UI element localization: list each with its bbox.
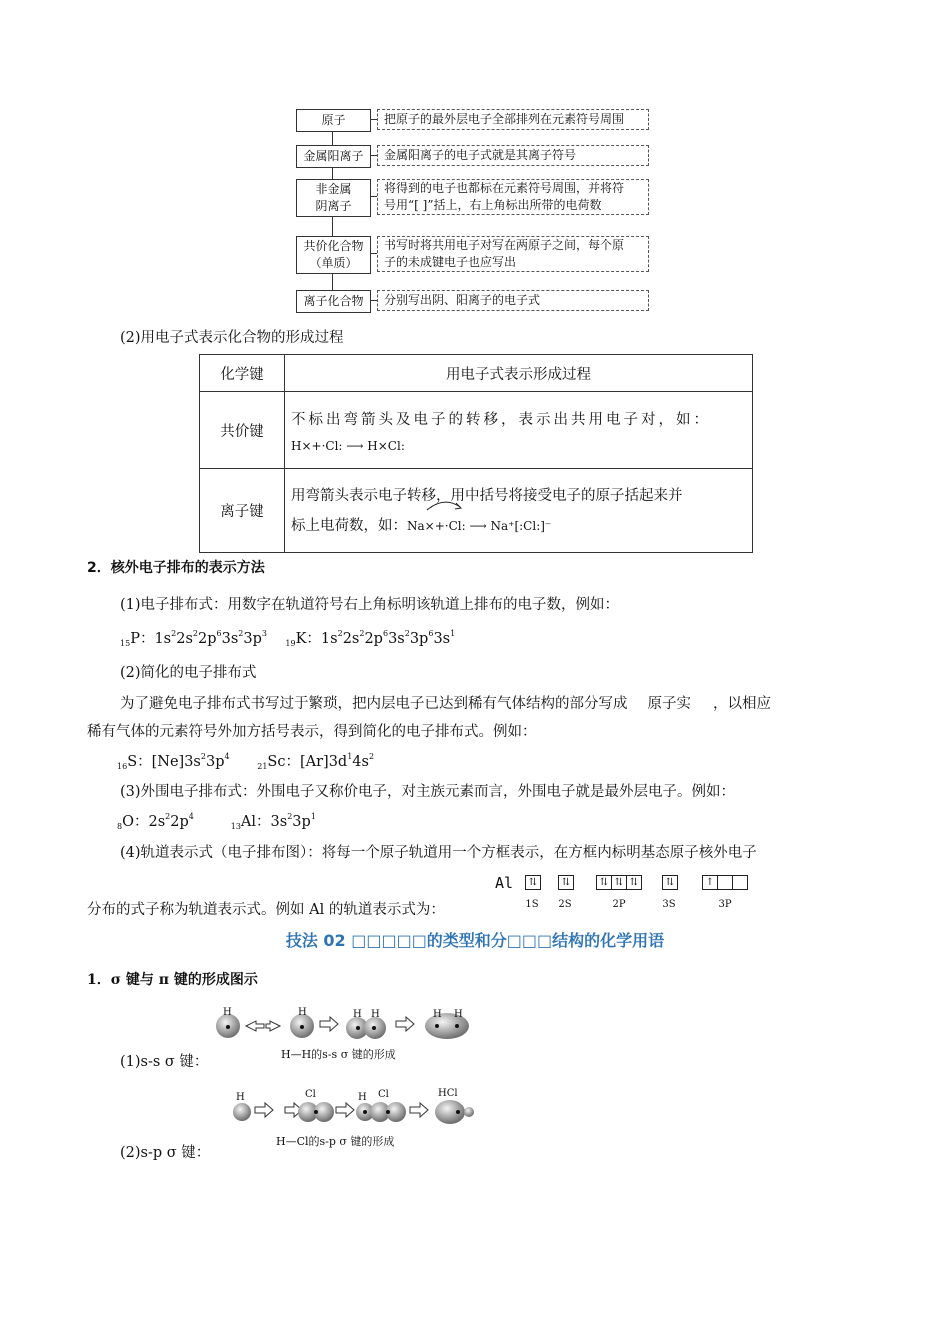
h-orbital [233, 1103, 251, 1121]
desc-line [291, 511, 746, 541]
paragraph: (3)外围电子排布式：外围电子又称价电子，对主族元素而言，外围电子就是最外层电子。例如： [120, 784, 736, 800]
config-example-s-sc: $_{16}$S：$[Ne]3s^23p^4$ $_{21}$Sc：$[Ar]3d^14s^2$ [117, 752, 375, 771]
flow-desc-covalent [377, 236, 649, 272]
bond-type: 离子键 [200, 469, 285, 553]
paragraph [120, 692, 771, 713]
text: ，以相应 [713, 696, 771, 712]
text: 为了避免电子排布式书写过于繁琐，把内层电子已达到稀有气体结构的部分写成 [120, 696, 628, 712]
orbital-box [717, 875, 733, 890]
nucleus [314, 1110, 318, 1114]
orbital-element: Al [495, 874, 514, 892]
atom-label: H [433, 1009, 442, 1020]
desc-line: 号用“[ ]”括上，右上角标出所带的电荷数 [384, 198, 602, 212]
desc-line: 将得到的电子也都标在元素符号周围，并将符 [384, 181, 625, 195]
arrow-icon [396, 1017, 414, 1031]
nucleus [456, 1110, 460, 1114]
table-row [200, 392, 753, 469]
sp-caption: H—Cl的s-p σ 键的形成 [276, 1135, 395, 1148]
nucleus [455, 1024, 459, 1028]
desc-line: 子的未成键电子也应写出 [384, 255, 517, 269]
label-line: （单质） [309, 256, 358, 270]
arrow-icon [246, 1021, 264, 1031]
label-line: 非金属 [315, 182, 352, 196]
arrow-icon [255, 1103, 273, 1117]
sp-label: (2)s-p σ 键： [120, 1145, 211, 1161]
config-example-p-k: $_{15}$P：$1s^22s^22p^63s^23p^3$ $_{19}$K：$1s^22s^22p^63s^23p^63s^1$ [120, 629, 456, 648]
orbital-3p [702, 875, 747, 891]
nucleus [356, 1026, 360, 1030]
table-header: 用电子式表示形成过程 [285, 355, 753, 392]
orbital-1s [525, 875, 540, 891]
label-line: 共价化合物 [303, 239, 364, 253]
hcl-orbital-small-lobe [464, 1107, 474, 1117]
flow-desc-ionic: 分别写出阴、阳离子的电子式 [377, 290, 649, 311]
desc-text: 不标出弯箭头及电子的转移，表示出共用电子对，如： [291, 411, 711, 428]
ss-caption: H—H的s-s σ 键的形成 [281, 1048, 396, 1061]
section-intro: (2)用电子式表示化合物的形成过程 [120, 330, 344, 346]
orbital-box: ⇅ [611, 875, 627, 890]
orbital-label: 1S [525, 899, 539, 910]
flow-desc-atom: 把原子的最外层电子全部排列在元素符号周围 [377, 109, 649, 130]
nucleus [363, 1110, 367, 1114]
nucleus [300, 1025, 304, 1029]
paragraph: (2)简化的电子排布式 [120, 665, 257, 681]
desc-line: 书写时将共用电子对写在两原子之间，每个原 [384, 238, 625, 252]
orbital-box: ⇅ [596, 875, 612, 890]
atom-label: Cl [378, 1089, 389, 1100]
section-heading: 1．σ 键与 π 键的形成图示 [87, 972, 258, 988]
nucleus [226, 1025, 230, 1029]
table-header-row [200, 355, 753, 392]
ss-label: (1)s-s σ 键： [120, 1054, 209, 1070]
arrow-icon [336, 1103, 354, 1117]
electron-transfer-arrow [424, 498, 464, 512]
nucleus [372, 1026, 376, 1030]
orbital-label: 3P [718, 899, 732, 910]
flow-desc-nonmetal-anion [377, 179, 649, 215]
flow-label-atom: 原子 [296, 109, 371, 132]
orbital-box: ⇅ [626, 875, 642, 890]
arrow-icon [410, 1103, 428, 1117]
table-header: 化学键 [200, 355, 285, 392]
bond-desc [285, 392, 753, 469]
orbital-box: ⇅ [662, 875, 678, 890]
formula-nacl: Na×+·Cl: ⟶ Na⁺[:Cl:]⁻ [407, 518, 552, 533]
table-row [200, 469, 753, 553]
atom-label: H [371, 1009, 380, 1020]
arrow-icon [320, 1017, 338, 1031]
orbital-3s [662, 875, 677, 891]
bond-table [199, 354, 753, 553]
formula-hcl: H×+·Cl: ⟶ H×Cl: [291, 438, 405, 453]
flow-label-nonmetal-anion [296, 179, 371, 217]
orbital-box: ⇅ [558, 875, 574, 890]
atom-label: HCl [438, 1088, 458, 1099]
orbital-label: 2S [558, 899, 572, 910]
atom-label: H [358, 1092, 367, 1103]
desc-text: 用弯箭头表示电子转移，用中括号将接受电子的原子括起来并 [291, 487, 683, 504]
bond-type: 共价键 [200, 392, 285, 469]
atom-label: H [236, 1092, 245, 1103]
orbital-box: ⇅ [525, 875, 541, 890]
atom-label: H [353, 1009, 362, 1020]
flow-desc-metal-cation: 金属阳离子的电子式就是其离子符号 [377, 145, 649, 166]
atom-label: H [298, 1007, 307, 1018]
config-example-o-al: $_8$O：$2s^22p^4$ $_{13}$Al：$3s^23p^1$ [117, 812, 316, 831]
flow-label-ionic: 离子化合物 [296, 290, 371, 313]
bond-desc [285, 469, 753, 553]
hcl-orbital [435, 1100, 465, 1124]
section-heading: 2．核外电子排布的表示方法 [87, 560, 265, 576]
paragraph: 稀有气体的元素符号外加方括号表示，得到简化的电子排布式。例如： [87, 724, 537, 740]
atom-label: H [454, 1009, 463, 1020]
text: 原子实 [647, 696, 691, 712]
label-line: 阴离子 [315, 199, 352, 213]
desc-text: 标上电荷数，如： [291, 517, 407, 534]
paragraph: (1)电子排布式：用数字在轨道符号右上角标明该轨道上排布的电子数，例如： [120, 597, 620, 613]
orbital-label: 2P [612, 899, 626, 910]
technique-heading: 技法 02 □□□□□的类型和分□□□结构的化学用语 [285, 931, 665, 950]
paragraph: 分布的式子称为轨道表示式。例如 Al 的轨道表示式为： [87, 902, 445, 918]
orbital-label: 3S [662, 899, 676, 910]
orbital-box [732, 875, 748, 890]
orbital-box: ↑ [702, 875, 718, 890]
atom-label: H [223, 1007, 232, 1018]
nucleus [386, 1110, 390, 1114]
arrow-icon [266, 1021, 280, 1031]
orbital-2s [558, 875, 573, 891]
paragraph: (4)轨道表示式（电子排布图）：将每一个原子轨道用一个方框表示，在方框内标明基态原子核外电子 [120, 845, 757, 861]
orbital-2p [596, 875, 641, 891]
atom-label: Cl [305, 1089, 316, 1100]
nucleus [435, 1024, 439, 1028]
flow-label-covalent [296, 236, 371, 274]
flow-label-metal-cation: 金属阳离子 [296, 145, 371, 168]
